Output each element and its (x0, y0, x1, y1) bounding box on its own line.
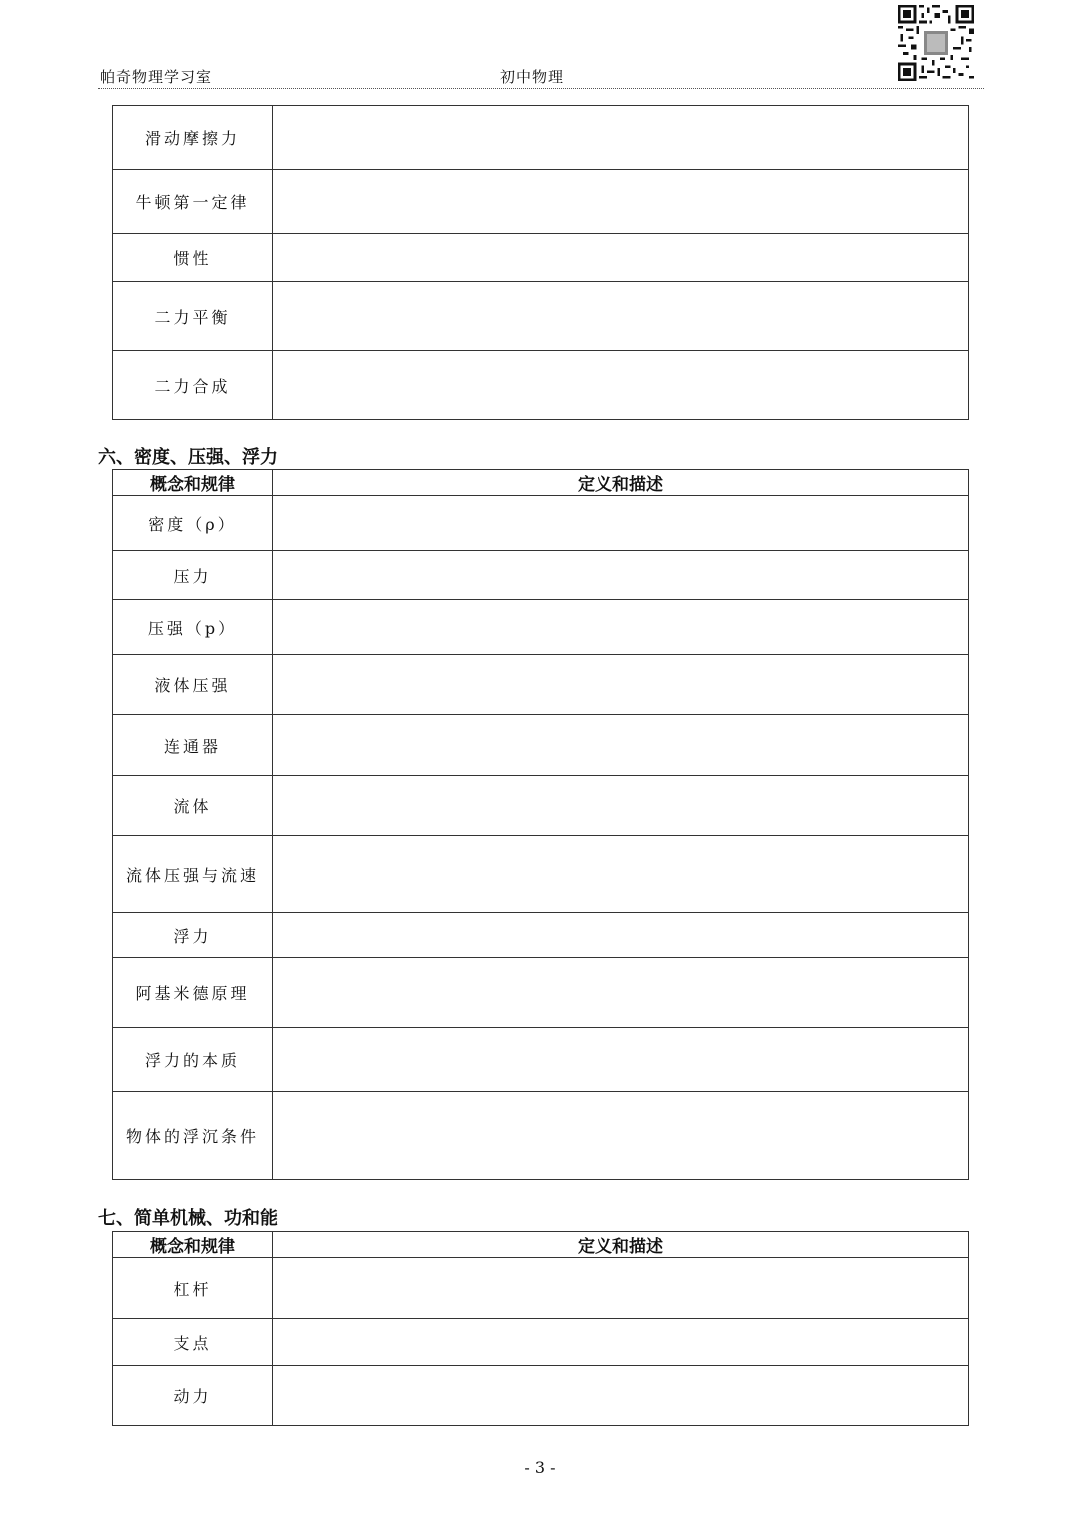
description-cell[interactable] (273, 170, 969, 234)
table-row (113, 600, 969, 655)
term-cell: 滑动摩擦力 (113, 106, 273, 170)
table-row (113, 715, 969, 776)
table-row (113, 351, 969, 420)
description-cell[interactable] (273, 551, 969, 600)
term-cell: 动力 (113, 1366, 273, 1426)
description-cell[interactable] (273, 1092, 969, 1180)
term-cell: 杠杆 (113, 1258, 273, 1319)
description-cell[interactable] (273, 836, 969, 913)
term-cell: 压力 (113, 551, 273, 600)
term-cell: 牛顿第一定律 (113, 170, 273, 234)
term-cell: 密度（ρ） (113, 496, 273, 551)
column-header-concept: 概念和规律 (113, 1232, 273, 1258)
description-cell[interactable] (273, 282, 969, 351)
table-row (113, 551, 969, 600)
table-row (113, 1092, 969, 1180)
term-cell: 物体的浮沉条件 (113, 1092, 273, 1180)
term-cell: 阿基米德原理 (113, 958, 273, 1028)
section-title-simple-machines: 七、简单机械、功和能 (98, 1208, 278, 1229)
term-cell: 压强（p） (113, 600, 273, 655)
description-cell[interactable] (273, 1366, 969, 1426)
table-row (113, 1319, 969, 1366)
description-cell[interactable] (273, 234, 969, 282)
header-site-name: 帕奇物理学习室 (100, 68, 213, 86)
description-cell[interactable] (273, 655, 969, 715)
column-header-definition: 定义和描述 (273, 470, 969, 496)
term-cell: 支点 (113, 1319, 273, 1366)
table-header-row (113, 470, 969, 496)
term-cell: 二力合成 (113, 351, 273, 420)
description-cell[interactable] (273, 1258, 969, 1319)
table-row (113, 282, 969, 351)
table-row (113, 836, 969, 913)
description-cell[interactable] (273, 1319, 969, 1366)
description-cell[interactable] (273, 958, 969, 1028)
page-number: - 3 - (524, 1458, 556, 1477)
term-cell: 惯性 (113, 234, 273, 282)
qr-code-icon (898, 5, 974, 81)
table-row (113, 958, 969, 1028)
description-cell[interactable] (273, 776, 969, 836)
table-row (113, 776, 969, 836)
description-cell[interactable] (273, 1028, 969, 1092)
table-row (113, 1028, 969, 1092)
table-row (113, 170, 969, 234)
description-cell[interactable] (273, 351, 969, 420)
description-cell[interactable] (273, 496, 969, 551)
concept-table-density-pressure (112, 469, 969, 1180)
term-cell: 浮力 (113, 913, 273, 958)
column-header-definition: 定义和描述 (273, 1232, 969, 1258)
table-row (113, 1258, 969, 1319)
header-divider (98, 88, 984, 89)
description-cell[interactable] (273, 913, 969, 958)
table-row (113, 106, 969, 170)
term-cell: 液体压强 (113, 655, 273, 715)
description-cell[interactable] (273, 715, 969, 776)
section-title-density-pressure-buoyancy: 六、密度、压强、浮力 (98, 447, 278, 468)
term-cell: 二力平衡 (113, 282, 273, 351)
concept-table-simple-machines (112, 1231, 969, 1426)
description-cell[interactable] (273, 600, 969, 655)
term-cell: 浮力的本质 (113, 1028, 273, 1092)
header-subject: 初中物理 (500, 68, 565, 86)
table-row (113, 655, 969, 715)
column-header-concept: 概念和规律 (113, 470, 273, 496)
term-cell: 流体压强与流速 (113, 836, 273, 913)
term-cell: 流体 (113, 776, 273, 836)
concept-table-forces (112, 105, 969, 420)
term-cell: 连通器 (113, 715, 273, 776)
table-header-row (113, 1232, 969, 1258)
table-row (113, 1366, 969, 1426)
table-row (113, 496, 969, 551)
table-row (113, 234, 969, 282)
description-cell[interactable] (273, 106, 969, 170)
table-row (113, 913, 969, 958)
